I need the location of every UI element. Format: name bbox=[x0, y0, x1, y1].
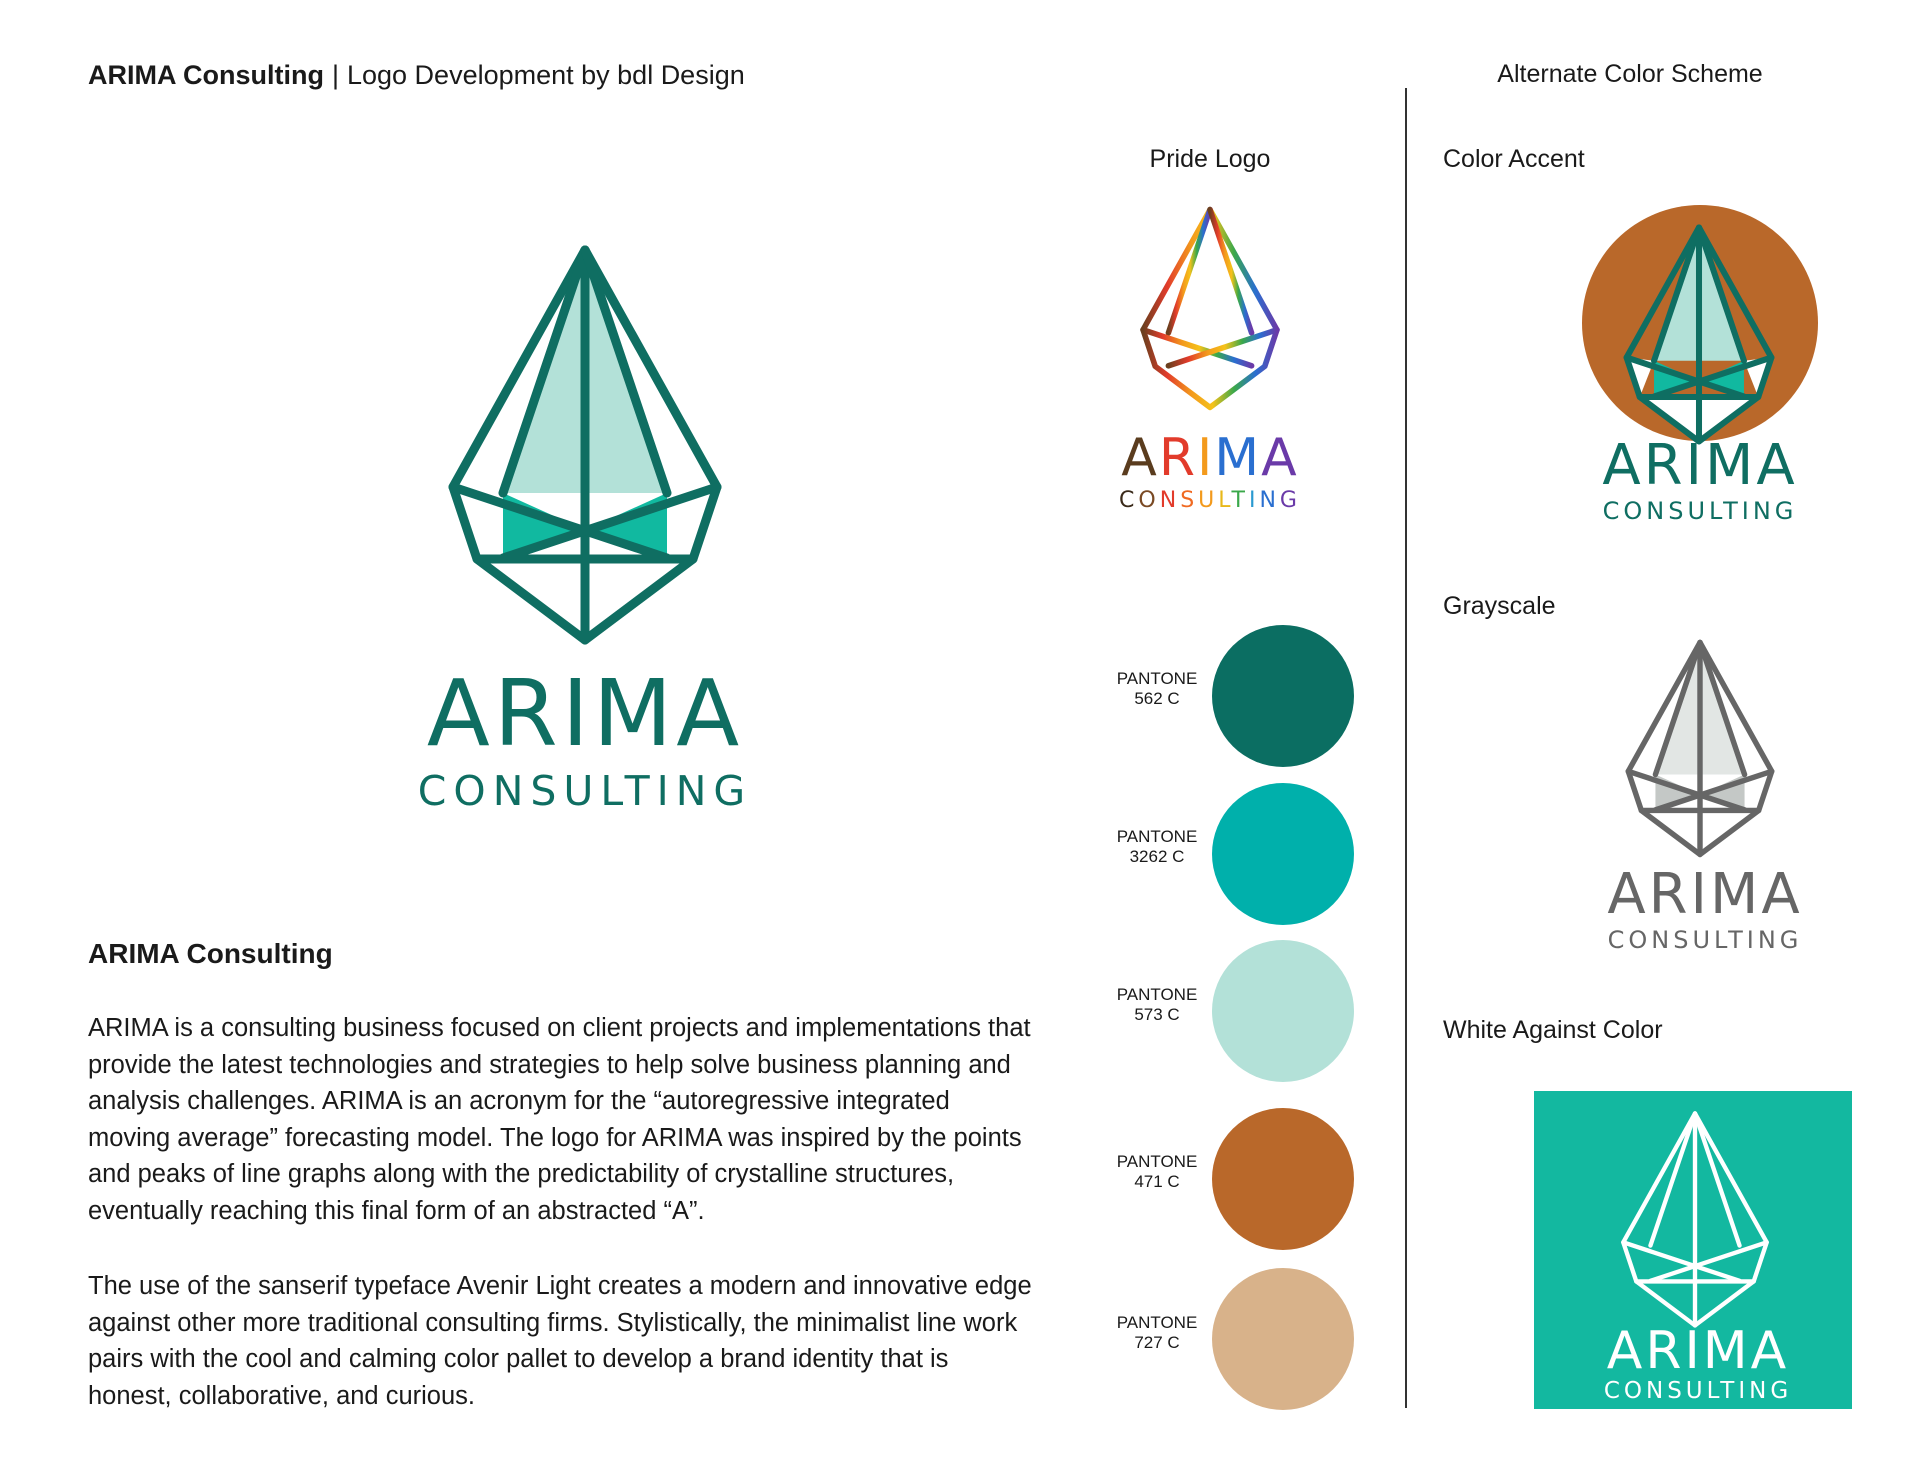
pride-letter: G bbox=[1279, 488, 1301, 513]
pride-letter: I bbox=[1248, 488, 1260, 513]
pride-letter: C bbox=[1119, 488, 1139, 513]
column-divider bbox=[1405, 88, 1407, 1408]
swatch-label-2: PANTONE 3262 C bbox=[1116, 827, 1198, 866]
swatch-label-1: PANTONE 562 C bbox=[1116, 669, 1198, 708]
page-header bbox=[88, 60, 745, 91]
white-logo-word2: CONSULTING bbox=[1603, 1378, 1793, 1404]
description-title: ARIMA Consulting bbox=[88, 938, 333, 969]
header-brand: ARIMA Consulting bbox=[88, 60, 324, 90]
pride-logo-word2 bbox=[1100, 488, 1320, 514]
white-logo-mark bbox=[1620, 1108, 1770, 1332]
pride-letter: A bbox=[1121, 428, 1159, 488]
pride-letter: N bbox=[1259, 488, 1280, 513]
header-separator: | bbox=[331, 60, 339, 90]
main-logo-word2: CONSULTING bbox=[417, 767, 753, 815]
pride-letter: U bbox=[1198, 488, 1219, 513]
white-logo-word1: ARIMA bbox=[1606, 1321, 1790, 1381]
pride-letter: T bbox=[1231, 488, 1249, 513]
swatch-label-5: PANTONE 727 C bbox=[1116, 1313, 1198, 1352]
pride-logo-label: Pride Logo bbox=[1149, 145, 1271, 173]
pride-logo-mark bbox=[1140, 195, 1280, 423]
swatch-727c bbox=[1212, 1268, 1354, 1410]
swatch-562c bbox=[1212, 625, 1354, 767]
pride-letter: S bbox=[1180, 488, 1199, 513]
grayscale-logo-word2: CONSULTING bbox=[1607, 926, 1803, 954]
pride-letter: O bbox=[1138, 488, 1160, 513]
pride-letter: M bbox=[1214, 428, 1262, 488]
accent-logo-mark bbox=[1615, 222, 1783, 448]
white-against-color-label: White Against Color bbox=[1443, 1016, 1663, 1044]
header-subtitle: Logo Development by bdl Design bbox=[346, 60, 745, 90]
pride-letter: L bbox=[1218, 488, 1232, 513]
swatch-label-3: PANTONE 573 C bbox=[1116, 985, 1198, 1024]
pride-letter: N bbox=[1159, 488, 1181, 513]
accent-logo-word2: CONSULTING bbox=[1602, 497, 1798, 525]
grayscale-logo-mark bbox=[1625, 634, 1775, 864]
description-paragraph-1: ARIMA is a consulting business focused on client projects and implementations that provide the latest technologies and strategies to help solve business planning and analysis challenges. ARIMA is an acronym for the “autoregressive integrated moving average” forecasting model. The logo for ARIMA was inspired by the points and peaks of line graphs along with the predictability of crystalline structures, eventually reaching this final form of an abstracted “A”. bbox=[88, 1014, 1031, 1225]
description-paragraph-2: The use of the sanserif typeface Avenir Light creates a modern and innovative edge against other more traditional consulting firms. Stylistically, the minimalist line work pairs with the cool and calming color pallet to develop a brand identity that is honest, collaborative, and curious. bbox=[88, 1272, 1032, 1410]
main-logo-word1: ARIMA bbox=[426, 660, 744, 767]
swatch-label-4: PANTONE 471 C bbox=[1116, 1152, 1198, 1191]
swatch-3262c bbox=[1212, 783, 1354, 925]
color-accent-label: Color Accent bbox=[1443, 145, 1585, 173]
grayscale-label: Grayscale bbox=[1443, 592, 1556, 620]
accent-logo-word1: ARIMA bbox=[1602, 433, 1798, 498]
alternate-scheme-label: Alternate Color Scheme bbox=[1497, 60, 1763, 88]
pride-letter: A bbox=[1261, 428, 1299, 488]
main-logo-mark bbox=[447, 240, 723, 652]
swatch-573c bbox=[1212, 940, 1354, 1082]
pride-logo-word1 bbox=[1100, 430, 1320, 486]
pride-letter: R bbox=[1158, 428, 1197, 488]
pride-letter: I bbox=[1196, 428, 1215, 488]
swatch-471c bbox=[1212, 1108, 1354, 1250]
grayscale-logo-word1: ARIMA bbox=[1607, 862, 1803, 927]
